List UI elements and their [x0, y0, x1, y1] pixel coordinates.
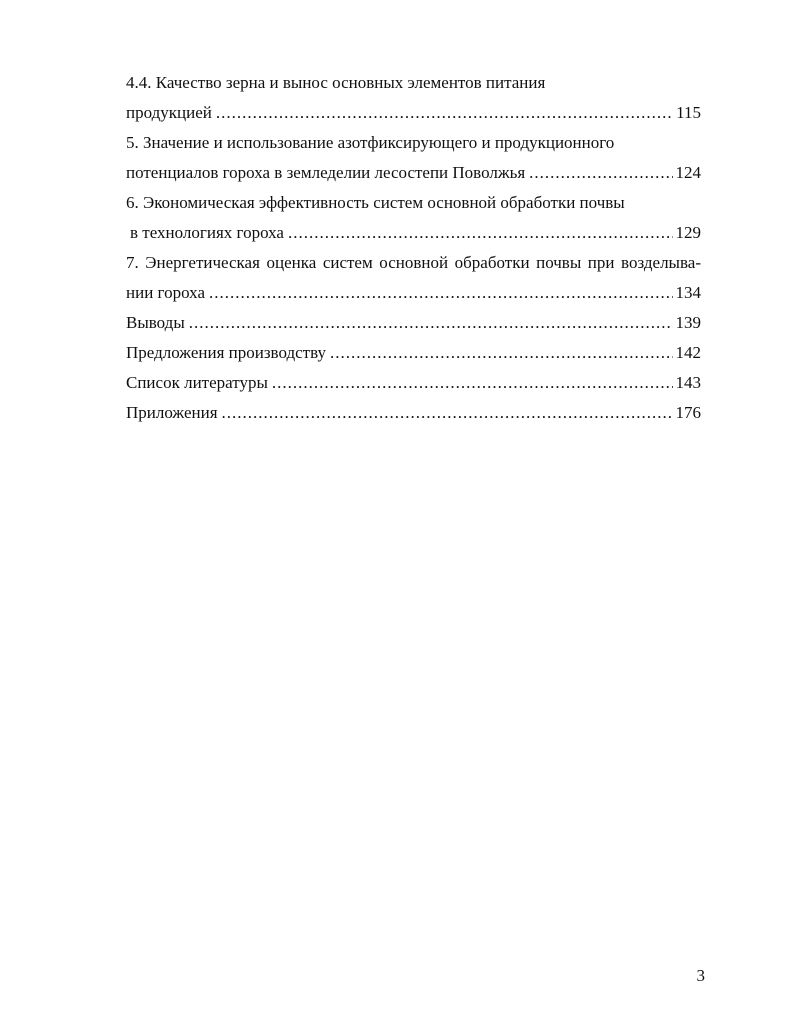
- toc-entry-title: Приложения: [126, 403, 218, 422]
- toc-entry-title: потенциалов гороха в земледелии лесостепи Поволжья: [126, 163, 526, 182]
- toc-entry-page: 134: [675, 283, 701, 302]
- toc-entry-page: 142: [675, 343, 701, 362]
- table-of-contents: [126, 68, 701, 428]
- toc-heading-text: 5. Значение и использование азотфиксирующего и продукционного: [126, 133, 615, 152]
- toc-line-heading: [126, 128, 701, 158]
- toc-entry-page: 115: [676, 103, 701, 122]
- toc-entry: [126, 218, 701, 248]
- toc-entry: [126, 398, 701, 428]
- page-number: 3: [696, 966, 705, 985]
- toc-entry-title: нии гороха: [126, 283, 205, 302]
- toc-line-heading: [126, 68, 701, 98]
- toc-line-heading: [126, 248, 701, 278]
- toc-entry: [126, 158, 701, 188]
- dot-leader: [330, 338, 672, 368]
- toc-entry: [126, 308, 701, 338]
- dot-leader: [288, 218, 673, 248]
- toc-entry-title: Выводы: [126, 313, 185, 332]
- toc-entry-page: 176: [675, 403, 701, 422]
- dot-leader: [222, 398, 673, 428]
- toc-entry-title: Предложения производству: [126, 343, 327, 362]
- toc-entry-title: продукцией: [126, 103, 212, 122]
- toc-heading-text: 4.4. Качество зерна и вынос основных элементов питания: [126, 73, 546, 92]
- dot-leader: [216, 98, 673, 128]
- toc-entry-page: 143: [675, 373, 701, 392]
- toc-entry: [126, 368, 701, 398]
- dot-leader: [189, 308, 673, 338]
- toc-entry-title: Список литературы: [126, 373, 268, 392]
- toc-entry: [126, 278, 701, 308]
- dot-leader: [272, 368, 673, 398]
- dot-leader: [209, 278, 673, 308]
- toc-heading-text: 6. Экономическая эффективность систем основной обработки почвы: [126, 193, 625, 212]
- dot-leader: [529, 158, 672, 188]
- toc-entry-page: 129: [675, 223, 701, 242]
- toc-line-heading: [126, 188, 701, 218]
- toc-entry-page: 124: [675, 163, 701, 182]
- toc-entry: [126, 98, 701, 128]
- toc-heading-text: 7. Энергетическая оценка систем основной обработки почвы при возделыва-: [126, 253, 701, 272]
- toc-entry-title: в технологиях гороха: [130, 223, 284, 242]
- toc-entry: [126, 338, 701, 368]
- toc-entry-page: 139: [675, 313, 701, 332]
